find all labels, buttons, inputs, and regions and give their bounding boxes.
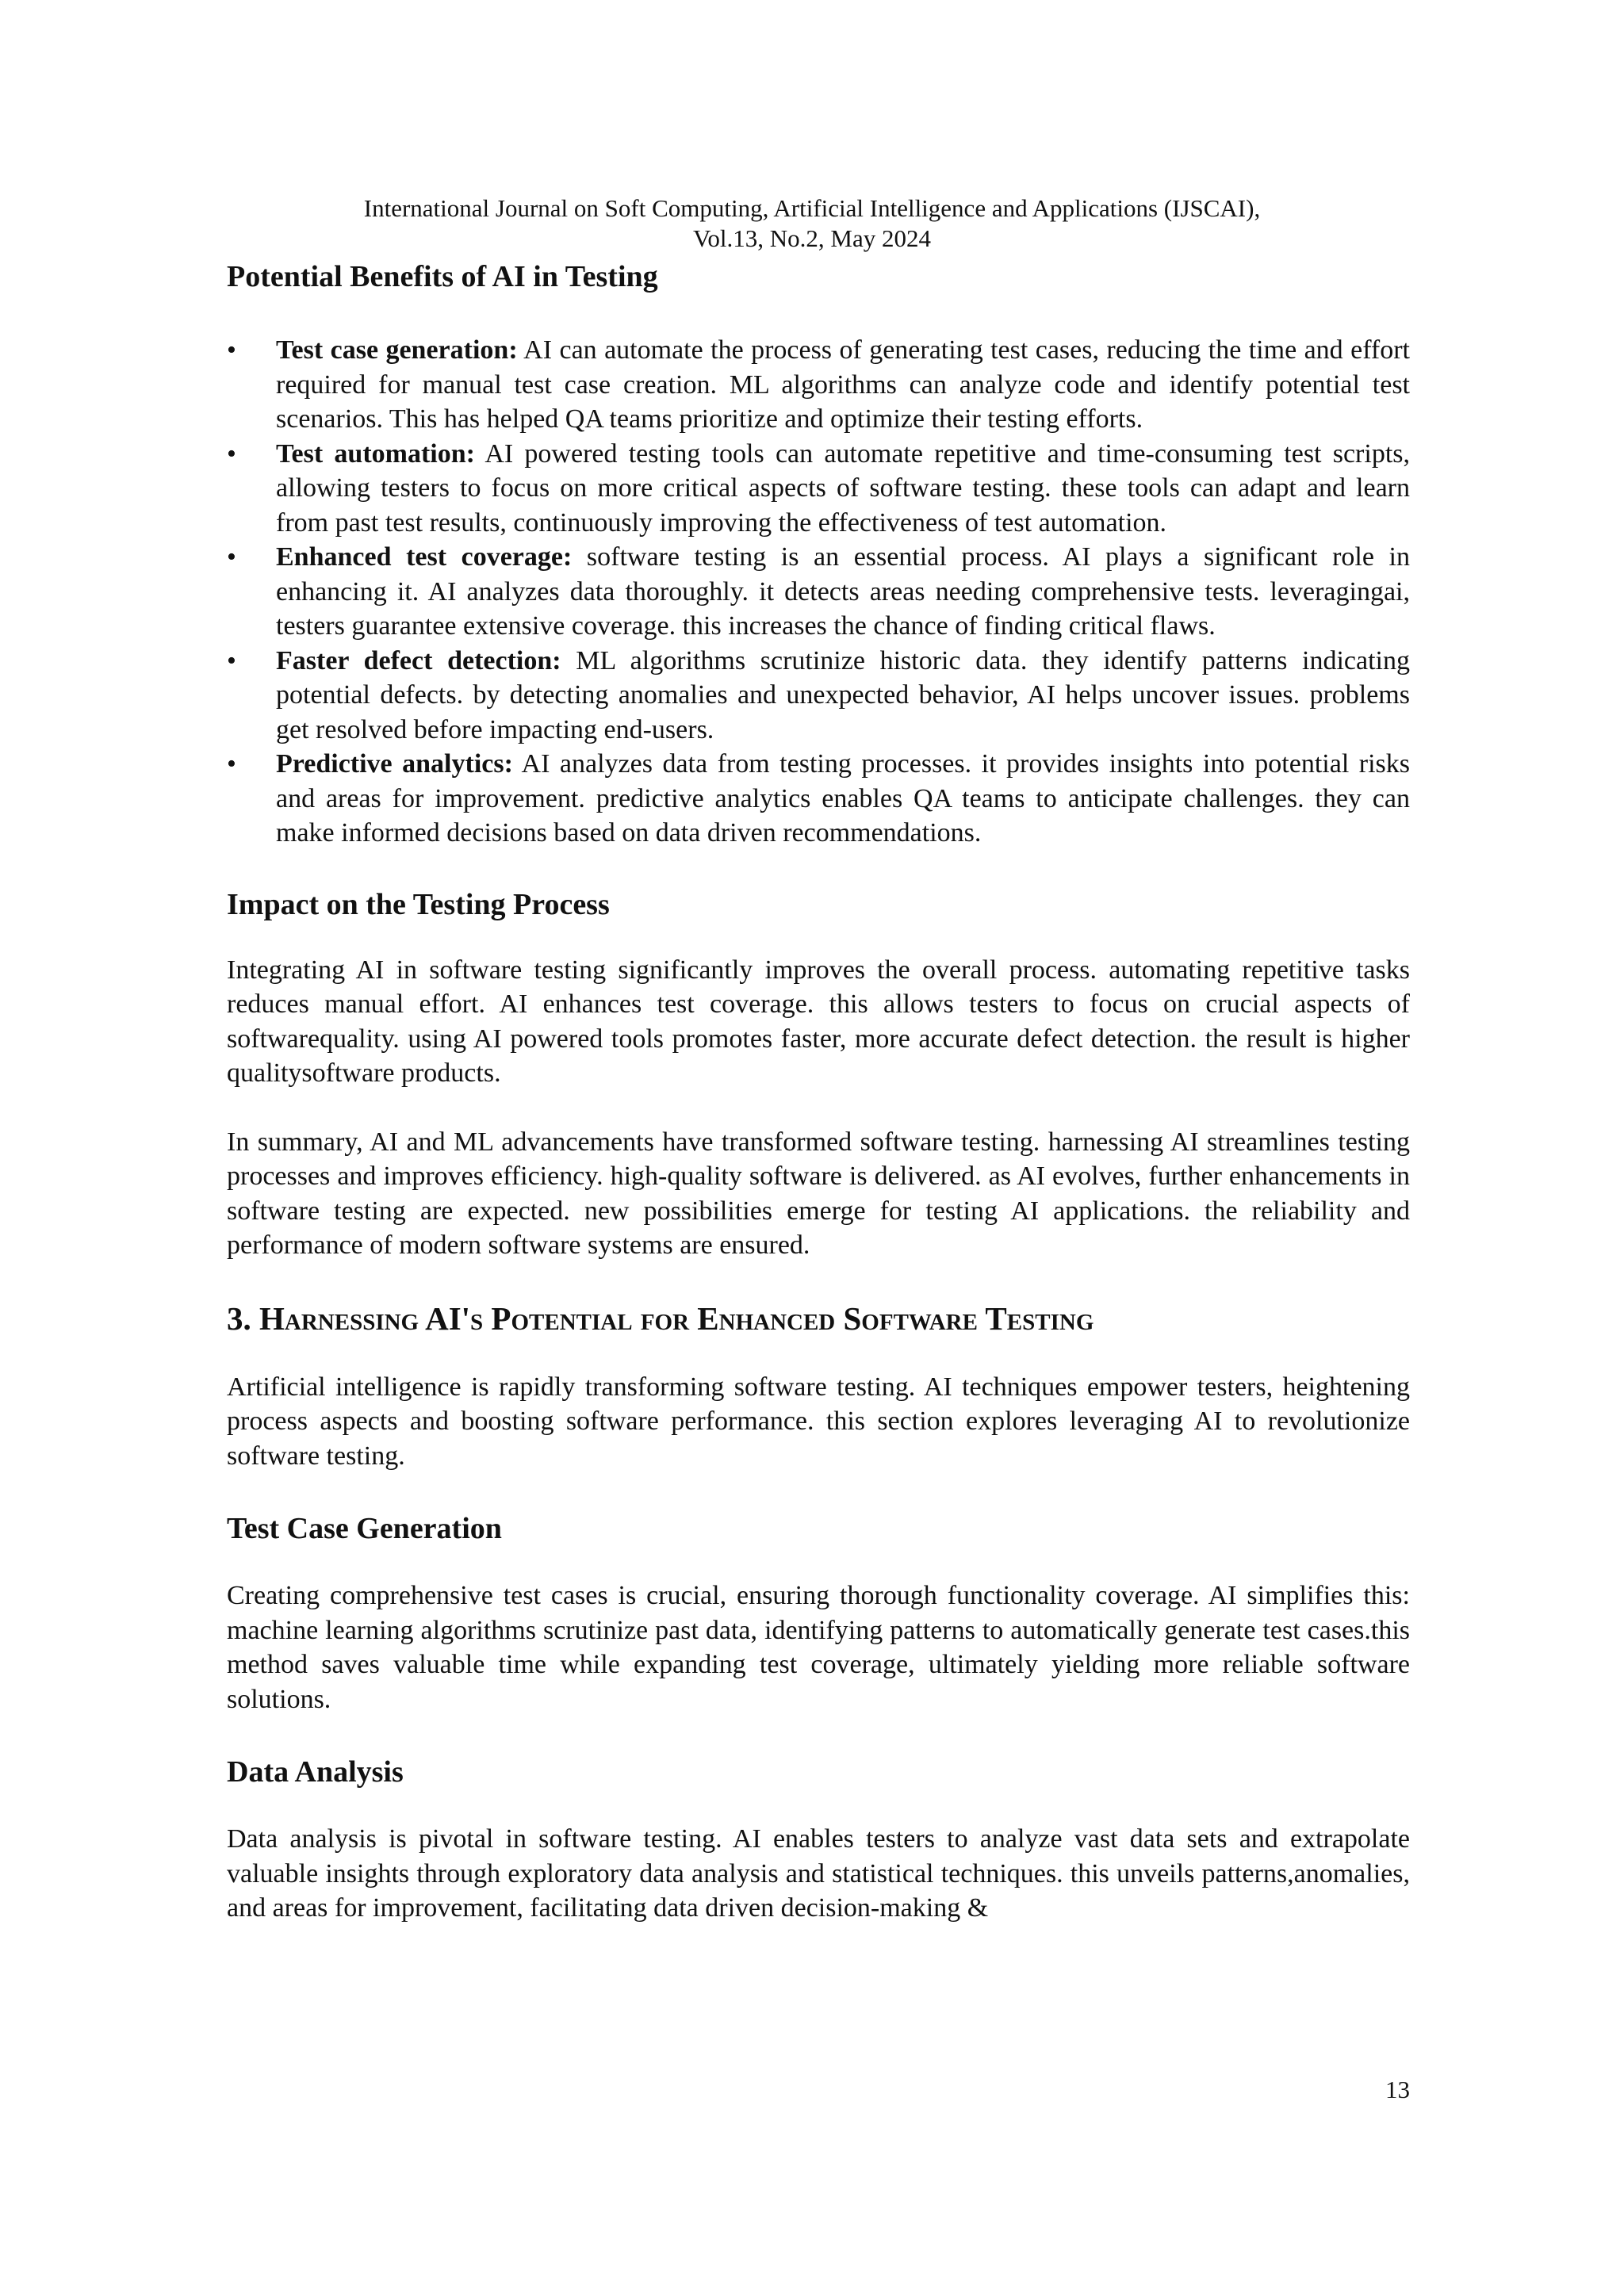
list-item [227,437,1410,541]
benefit-term: Predictive analytics: [276,749,513,779]
benefit-text: ML algorithms scrutinize historic data. they identify patterns indicating potential defects. by detecting anomalies and unexpected behavior, AI helps uncover issues. problems get resolved before impacting end-users. [276,645,1410,744]
benefit-term: Faster defect detection: [276,645,561,675]
test-case-generation-text: Creating comprehensive test cases is crucial, ensuring thorough functionality coverage. AI simplifies this: machine learning algorithms scrutinize past data, identifying patterns to automatically generate test cases.this method saves valuable time while expanding test coverage, ultimately yielding more reliable software solutions. [227,1581,1410,1714]
bullet-icon: • [227,335,236,365]
benefit-text: software testing is an essential process. AI plays a significant role in enhancing it. AI analyzes data thoroughly. it detects areas needing comprehensive tests. leveragingai, testers guarantee extensive coverage. this increases the chance of finding critical flaws. [276,542,1410,641]
impact-paragraph-2: In summary, AI and ML advancements have transformed software testing. harnessing AI streamlines testing processes and improves efficiency. high-quality software is delivered. as AI evolves, further enhancements in software testing are expected. new possibilities emerge for testing AI applications. the reliability and performance of modern software systems are ensured. [227,1127,1410,1260]
list-item [227,747,1410,851]
benefits-list [227,333,1410,851]
section-3-intro: Artificial intelligence is rapidly transforming software testing. AI techniques empower testers, heightening process aspects and boosting software performance. this section explores leveraging AI to revolutionize software testing. [227,1372,1410,1471]
benefit-text: AI can automate the process of generating test cases, reducing the time and effort required for manual test case creation. ML algorithms can analyze code and identify potential test scenarios. This has helped QA teams prioritize and optimize their testing efforts. [276,335,1410,434]
data-analysis-heading: Data Analysis [227,1755,404,1789]
journal-header [0,193,1624,254]
benefit-text: AI powered testing tools can automate repetitive and time-consuming test scripts, allowing testers to focus on more critical aspects of software testing. these tools can adapt and learn from past test results, continuously improving the effectiveness of test automation. [276,438,1410,538]
benefit-term: Test case generation: [276,335,518,365]
impact-paragraph-1: Integrating AI in software testing significantly improves the overall process. automating repetitive tasks reduces manual effort. AI enhances test coverage. this allows testers to focus on crucial aspects of softwarequality. using AI powered tools promotes faster, more accurate defect detection. the result is higher qualitysoftware products. [227,955,1410,1088]
benefit-term: Enhanced test coverage: [276,542,573,572]
section-number: 3. [227,1299,259,1337]
bullet-icon: • [227,645,236,675]
bullet-icon: • [227,749,236,779]
journal-volume: Vol.13, No.2, May 2024 [693,224,931,252]
list-item [227,540,1410,644]
list-item [227,333,1410,437]
test-case-generation-heading: Test Case Generation [227,1512,502,1545]
section-3-heading [227,1299,1410,1338]
bullet-icon: • [227,542,236,572]
journal-title: International Journal on Soft Computing, Artificial Intelligence and Applications (IJSCAI), [363,194,1261,222]
bullet-icon: • [227,438,236,469]
page-number: 13 [1385,2076,1410,2103]
list-item [227,644,1410,748]
section-title: Harnessing AI's Potential for Enhanced Software Testing [259,1299,1094,1337]
benefit-text: AI analyzes data from testing processes. it provides insights into potential risks and areas for improvement. predictive analytics enables QA teams to anticipate challenges. they can make informed decisions based on data driven recommendations. [276,749,1410,848]
page-content [227,258,1410,1926]
benefit-term: Test automation: [276,438,475,469]
impact-heading: Impact on the Testing Process [227,887,610,921]
benefits-heading: Potential Benefits of AI in Testing [227,260,658,293]
data-analysis-text: Data analysis is pivotal in software testing. AI enables testers to analyze vast data sets and extrapolate valuable insights through exploratory data analysis and statistical techniques. this unveils patterns,anomalies, and areas for improvement, facilitating data driven decision-making & [227,1824,1410,1923]
